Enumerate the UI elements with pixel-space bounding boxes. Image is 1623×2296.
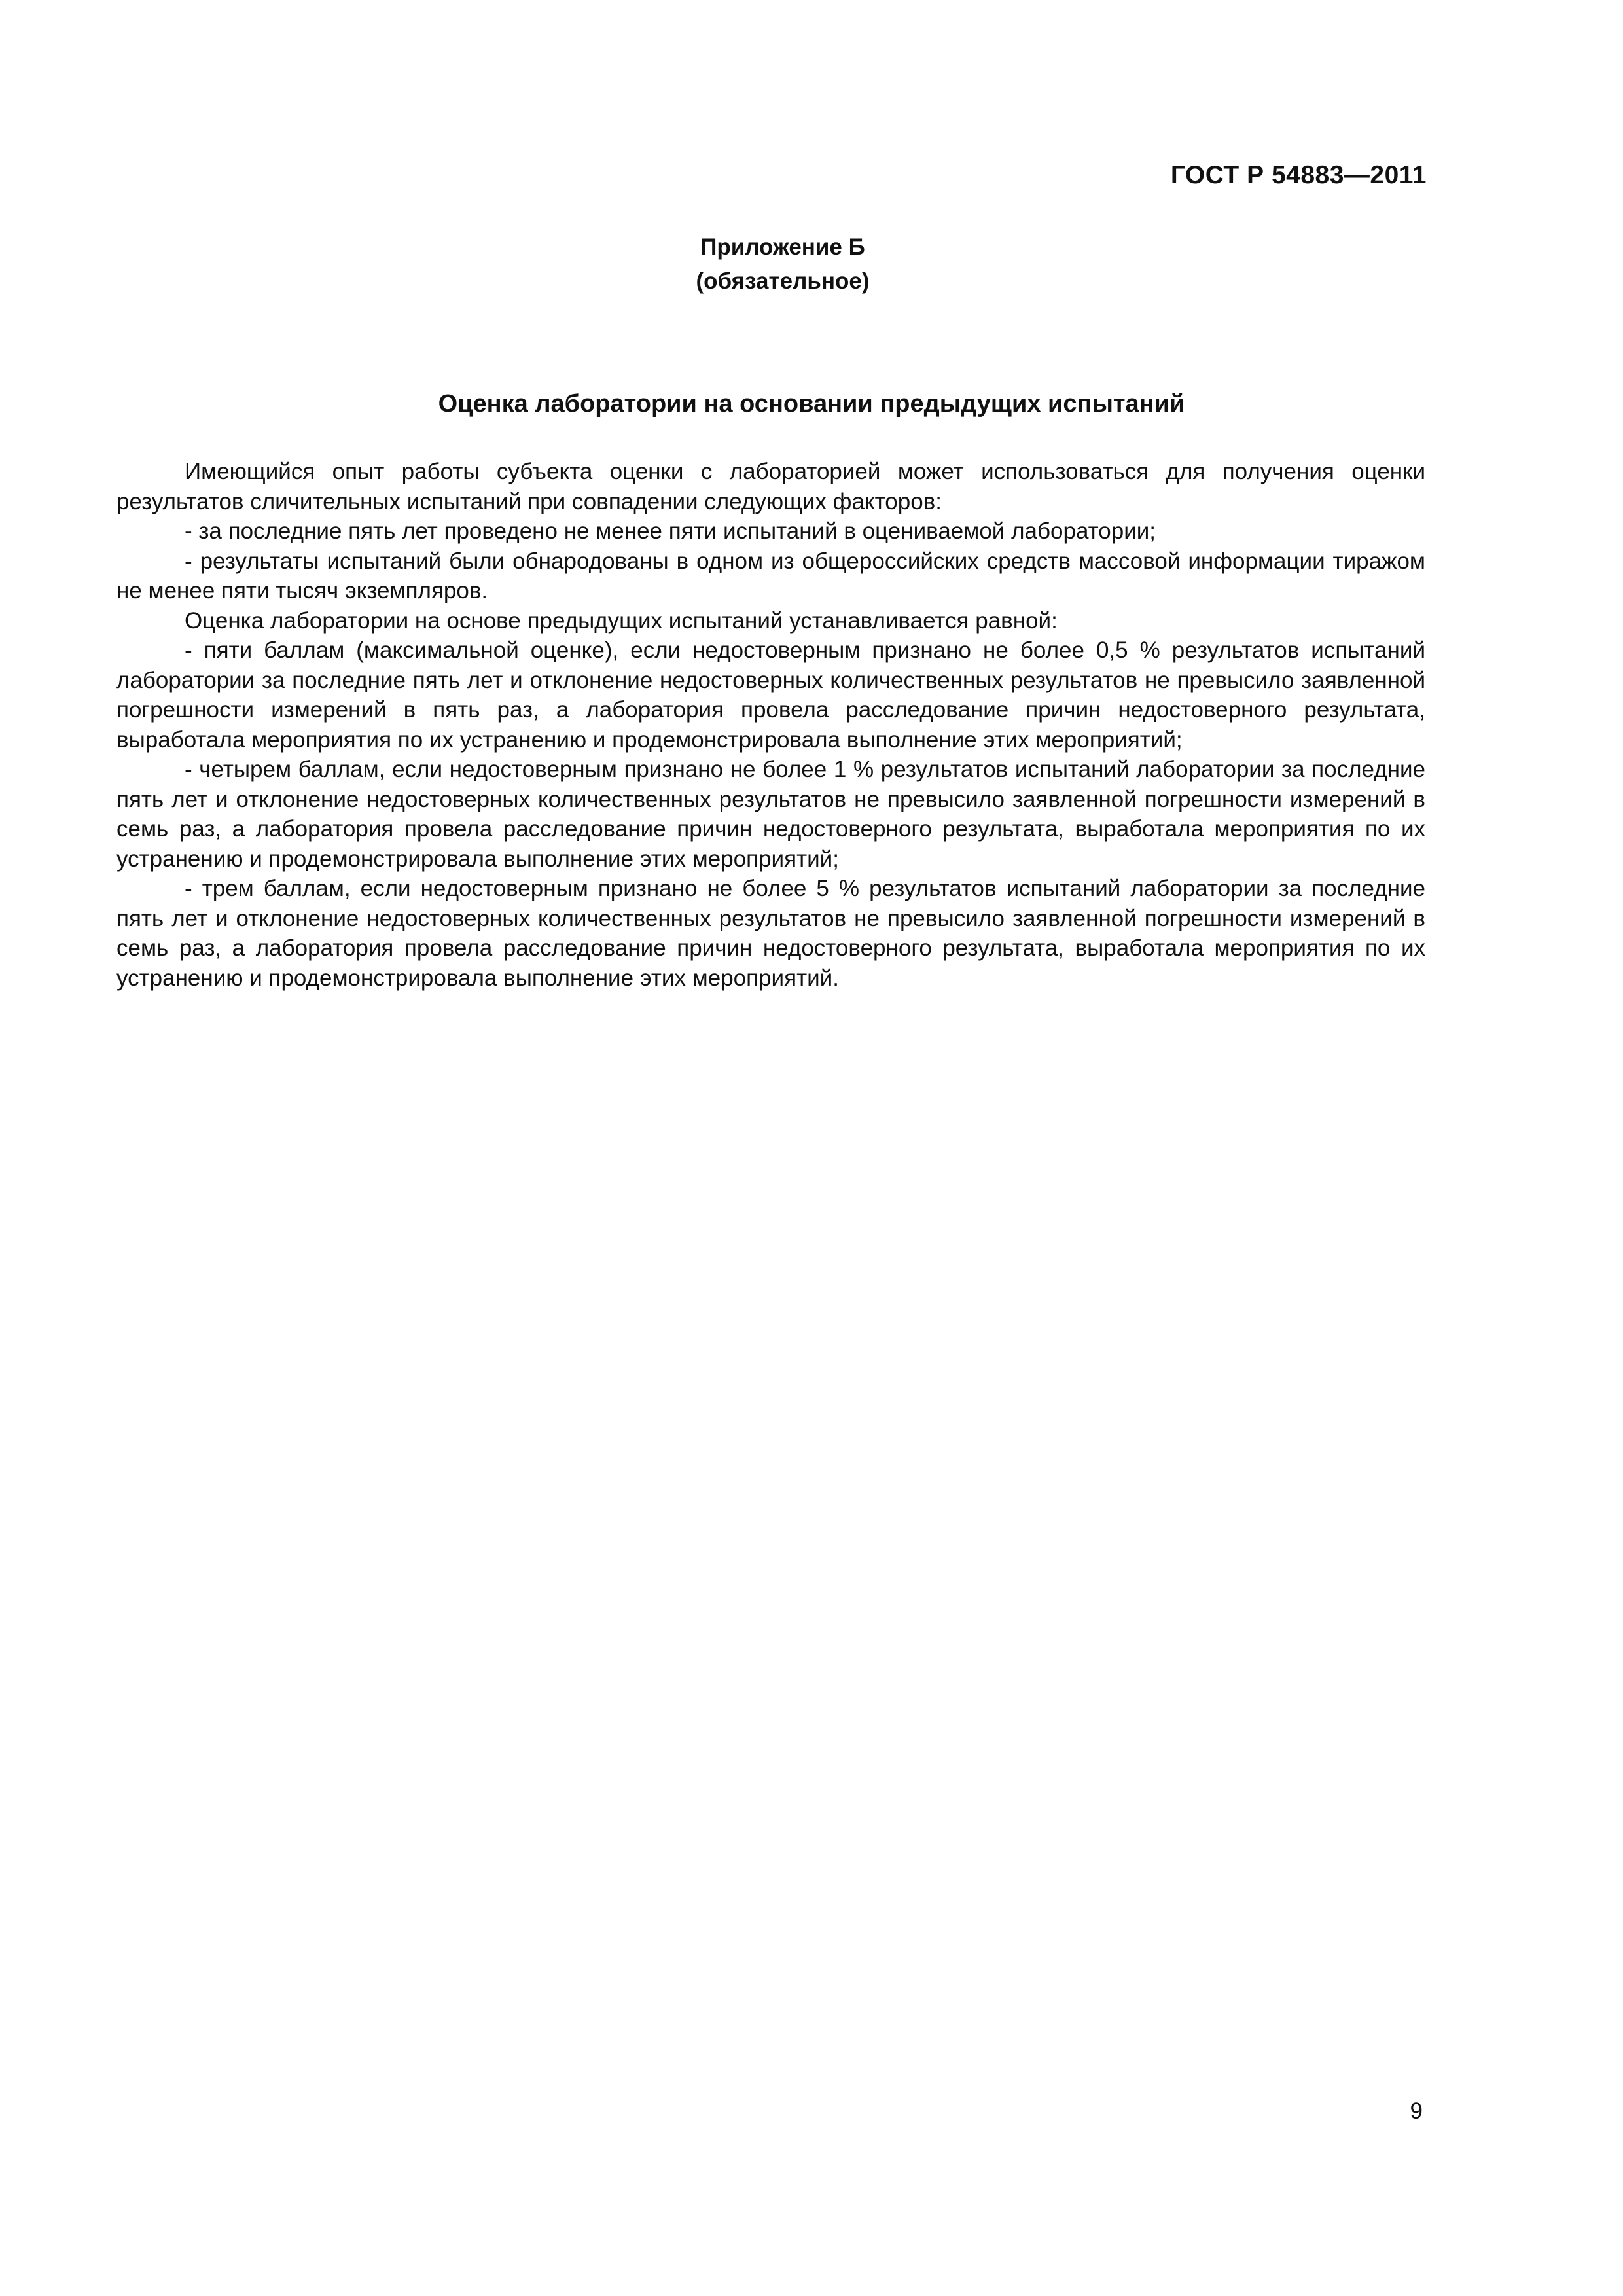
list-item-condition-1: - за последние пять лет проведено не менее пяти испытаний в оцениваемой лаборатории;	[185, 518, 1156, 544]
document-code: ГОСТ Р 54883—2011	[1170, 161, 1427, 189]
paragraph-intro: Имеющийся опыт работы субъекта оценки с лабораторией может использоваться для получения оценки результатов сличительных испытаний при совпадении следующих факторов:	[116, 459, 1425, 514]
list-item-condition-2: - результаты испытаний были обнародованы в одном из общероссийских средств массовой информации тиражом не менее пяти тысяч экземпляров.	[116, 548, 1425, 603]
list-item-score-4: - четырем баллам, если недостоверным признано не более 1 % результатов испытаний лаборатории за последние пять лет и отклонение недостоверных количественных результатов не превысило заявленной погрешности измерений в семь раз, а лаборатория провела расследование причин недостоверного результата, выработала мероприятия по их устранению и продемонстрировала выполнение этих мероприятий;	[116, 757, 1425, 872]
annex-status: (обязательное)	[696, 268, 870, 294]
page-number: 9	[1410, 2098, 1423, 2124]
paragraph-scoring-intro: Оценка лаборатории на основе предыдущих испытаний устанавливается равной:	[185, 607, 1058, 634]
annex-title: Приложение Б	[700, 234, 865, 260]
list-item-score-5: - пяти баллам (максимальной оценке), если недостоверным признано не более 0,5 % результатов испытаний лаборатории за последние пять лет и отклонение недостоверных количественных результатов не превысило заявленной погрешности измерений в пять раз, а лаборатория провела расследование причин недостоверного результата, выработала мероприятия по их устранению и продемонстрировала выполнение этих мероприятий;	[116, 637, 1425, 753]
section-heading: Оценка лаборатории на основании предыдущих испытаний	[438, 390, 1185, 418]
annex-block	[0, 230, 1565, 298]
list-item-score-3: - трем баллам, если недостоверным признано не более 5 % результатов испытаний лаборатории за последние пять лет и отклонение недостоверных количественных результатов не превысило заявленной погрешности измерений в семь раз, а лаборатория провела расследование причин недостоверного результата, выработала мероприятия по их устранению и продемонстрировала выполнение этих мероприятий.	[116, 876, 1425, 991]
body-text	[116, 457, 1425, 993]
